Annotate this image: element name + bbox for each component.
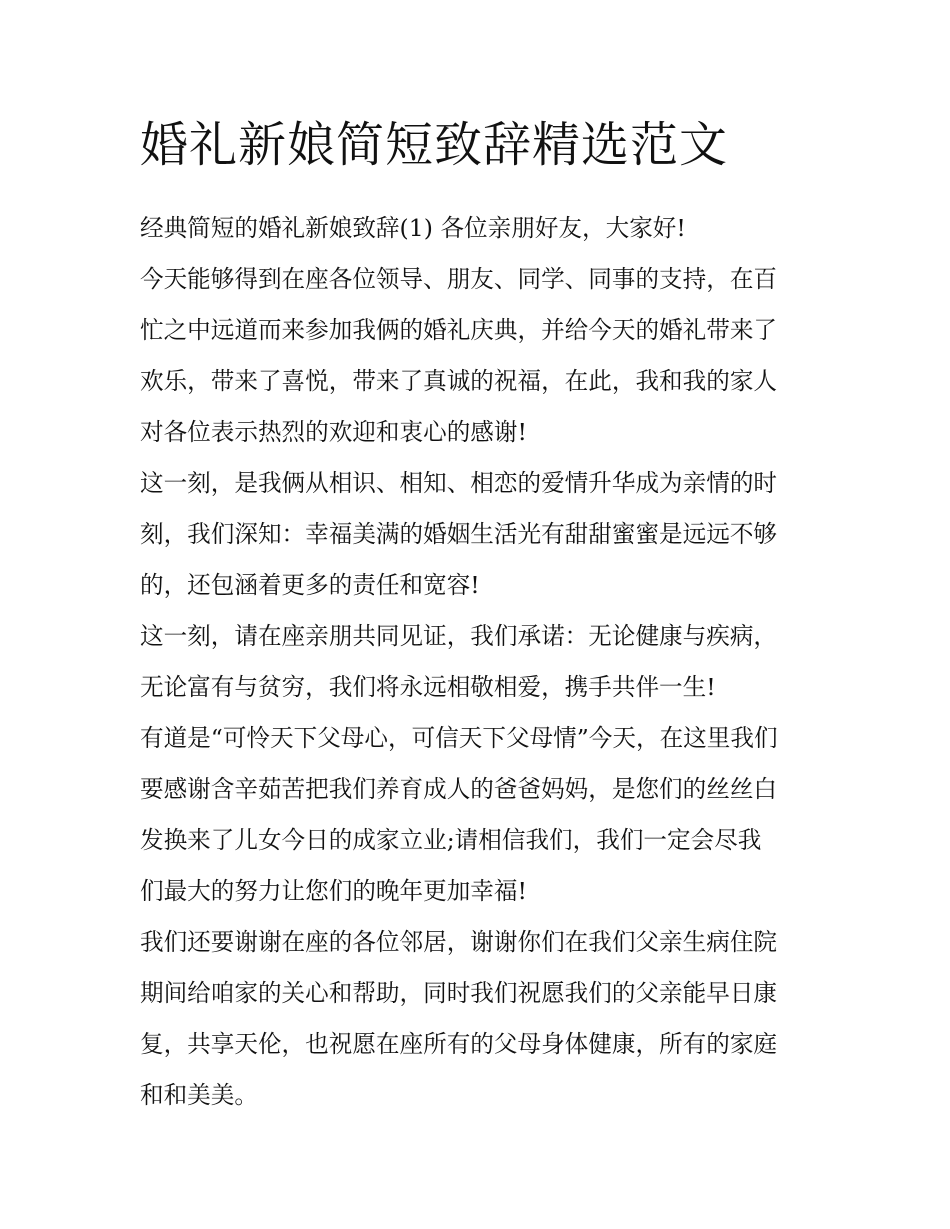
text-line: 的，还包涵着更多的责任和宽容!: [140, 571, 480, 599]
text-line: 对各位表示热烈的欢迎和衷心的感谢!: [140, 418, 527, 446]
text-line: 们最大的努力让您们的晚年更加幸福!: [140, 877, 527, 905]
text-line: 和和美美。: [140, 1081, 258, 1109]
text-line: 忙之中远道而来参加我俩的婚礼庆典，并给今天的婚礼带来了: [140, 316, 778, 344]
text-line: 期间给咱家的关心和帮助，同时我们祝愿我们的父亲能早日康: [140, 979, 778, 1007]
text-line: 这一刻，请在座亲朋共同见证，我们承诺：无论健康与疾病，: [140, 622, 778, 650]
text-line: 发换来了儿女今日的成家立业;请相信我们，我们一定会尽我: [140, 826, 762, 854]
text-line: 这一刻，是我俩从相识、相知、相恋的爱情升华成为亲情的时: [140, 469, 778, 497]
text-line: 有道是“可怜天下父母心，可信天下父母情”今天，在这里我们: [140, 724, 778, 752]
text-line: 欢乐，带来了喜悦，带来了真诚的祝福，在此，我和我的家人: [140, 367, 778, 395]
document-content: [140, 112, 815, 1121]
document-body: [140, 203, 815, 1121]
text-line: 经典简短的婚礼新娘致辞(1) 各位亲朋好友，大家好!: [140, 214, 686, 242]
document-title: 婚礼新娘简短致辞精选范文: [140, 117, 729, 173]
text-line: 刻，我们深知：幸福美满的婚姻生活光有甜甜蜜蜜是远远不够: [140, 520, 778, 548]
text-line: 复，共享天伦，也祝愿在座所有的父母身体健康，所有的家庭: [140, 1030, 778, 1058]
text-line: 我们还要谢谢在座的各位邻居，谢谢你们在我们父亲生病住院: [140, 928, 778, 956]
text-line: 今天能够得到在座各位领导、朋友、同学、同事的支持，在百: [140, 265, 778, 293]
text-line: 要感谢含辛茹苦把我们养育成人的爸爸妈妈，是您们的丝丝白: [140, 775, 778, 803]
text-line: 无论富有与贫穷，我们将永远相敬相爱，携手共伴一生!: [140, 673, 716, 701]
